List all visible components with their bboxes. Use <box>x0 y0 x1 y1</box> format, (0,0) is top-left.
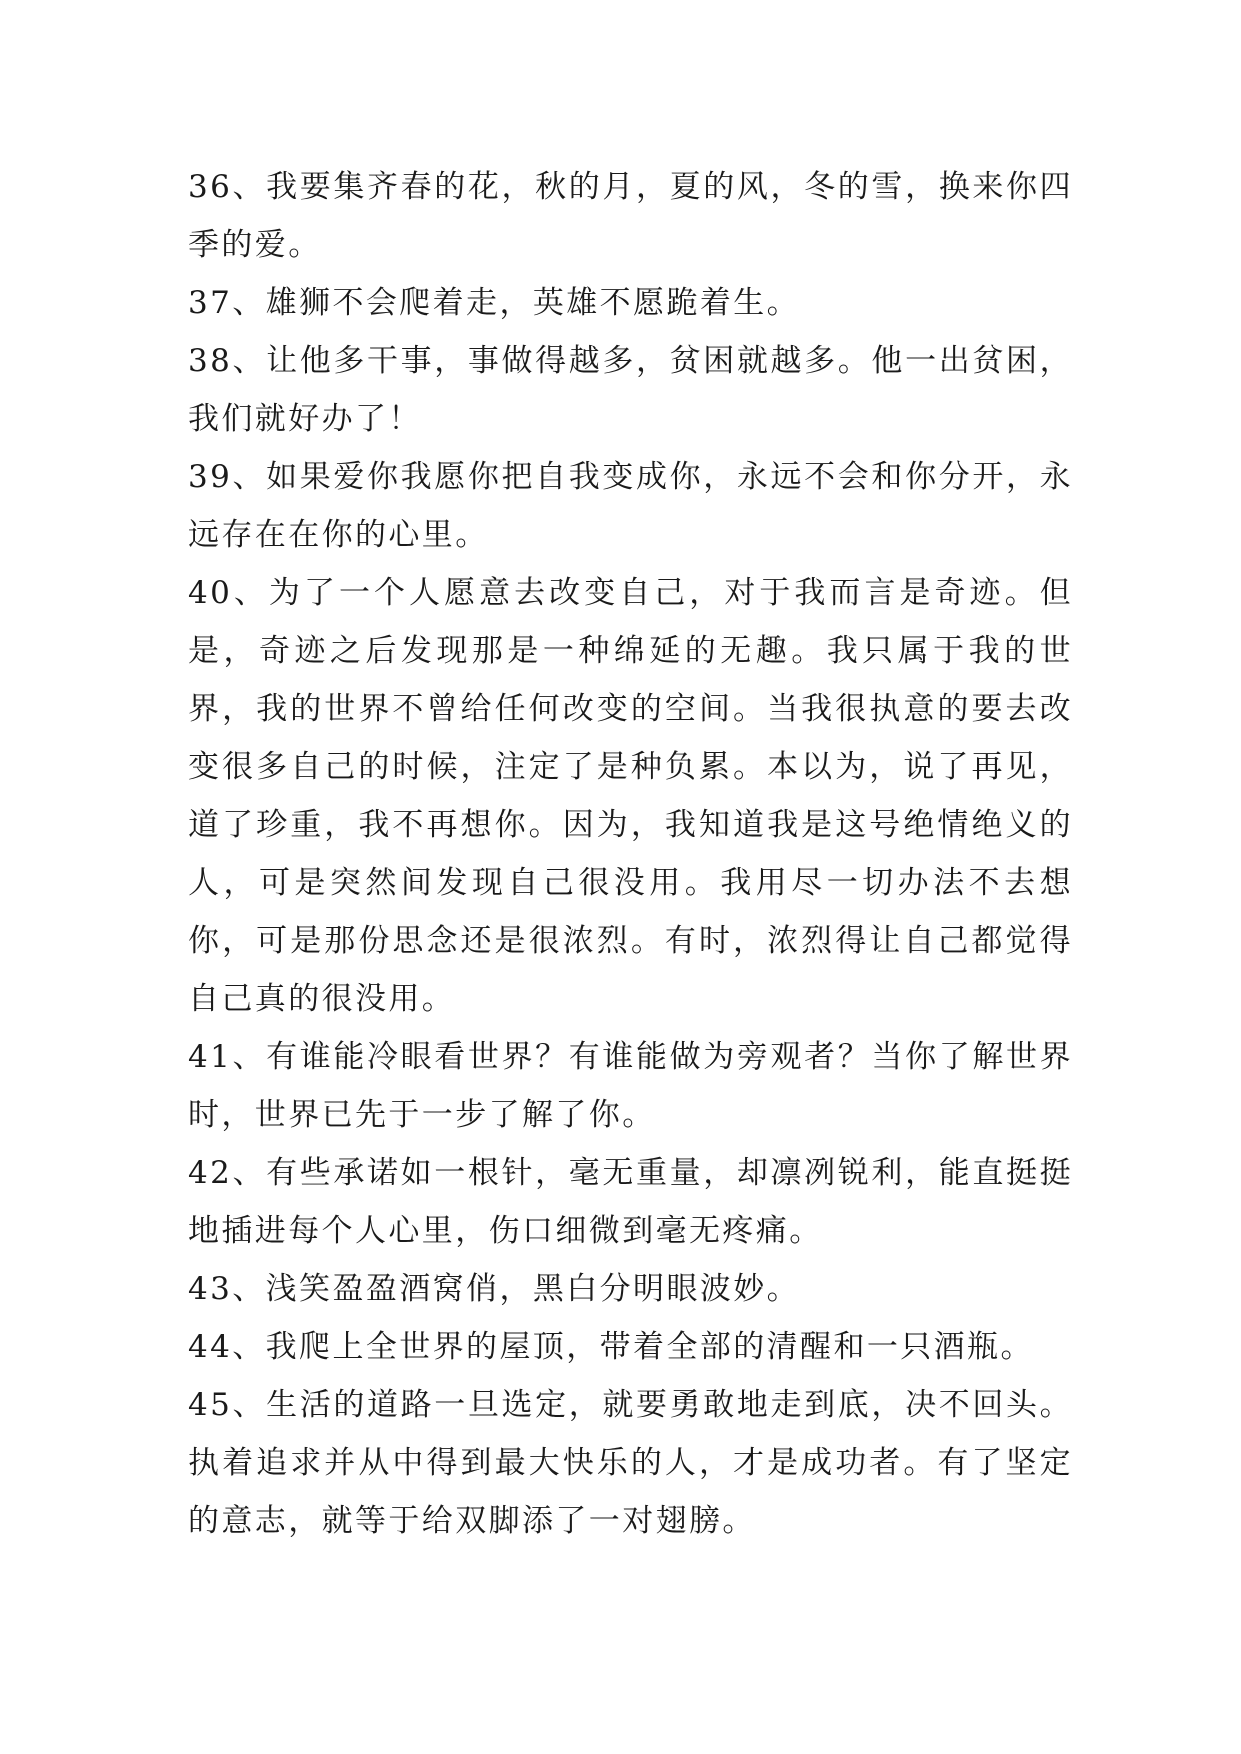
quote-entry-41 <box>188 1028 1073 1144</box>
quote-entry-38 <box>188 332 1073 448</box>
entry-text: 生活的道路一旦选定，就要勇敢地走到底，决不回头。执着追求并从中得到最大快乐的人，才是成功者。有了坚定的意志，就等于给双脚添了一对翅膀。 <box>188 1387 1073 1539</box>
quote-entry-43 <box>188 1260 1073 1318</box>
quote-entry-37 <box>188 274 1073 332</box>
entry-number: 45、 <box>188 1387 267 1423</box>
entry-number: 43、 <box>188 1271 266 1307</box>
entry-number: 39、 <box>188 459 267 495</box>
entry-text: 有些承诺如一根针，毫无重量，却凛冽锐利，能直挺挺地插进每个人心里，伤口细微到毫无疼痛。 <box>188 1155 1073 1249</box>
entry-text: 浅笑盈盈酒窝俏，黑白分明眼波妙。 <box>265 1271 801 1307</box>
entry-number: 44、 <box>188 1329 266 1365</box>
entry-text: 有谁能冷眼看世界？有谁能做为旁观者？当你了解世界时，世界已先于一步了解了你。 <box>188 1039 1073 1133</box>
quote-entry-40 <box>188 564 1073 1028</box>
entry-text: 如果爱你我愿你把自我变成你，永远不会和你分开，永远存在在你的心里。 <box>188 459 1073 553</box>
entry-number: 42、 <box>188 1155 267 1191</box>
quote-entry-36 <box>188 158 1073 274</box>
quote-entry-42 <box>188 1144 1073 1260</box>
entry-text: 让他多干事，事做得越多，贫困就越多。他一出贫困，我们就好办了！ <box>188 343 1073 437</box>
quote-entry-45 <box>188 1376 1073 1550</box>
entry-text: 为了一个人愿意去改变自己，对于我而言是奇迹。但是，奇迹之后发现那是一种绵延的无趣。我只属于我的世界，我的世界不曾给任何改变的空间。当我很执意的要去改变很多自己的时候，注定了是种负累。本以为，说了再见，道了珍重，我不再想你。因为，我知道我是这号绝情绝义的人，可是突然间发现自己很没用。我用尽一切办法不去想你，可是那份思念还是很浓烈。有时，浓烈得让自己都觉得自己真的很没用。 <box>188 575 1073 1017</box>
entry-number: 38、 <box>188 343 267 379</box>
document-page <box>188 158 1073 1550</box>
entry-number: 36、 <box>188 169 267 205</box>
entry-number: 41、 <box>188 1039 267 1075</box>
entry-number: 40、 <box>188 575 269 611</box>
quote-entry-39 <box>188 448 1073 564</box>
entry-text: 我爬上全世界的屋顶，带着全部的清醒和一只酒瓶。 <box>265 1329 1034 1365</box>
entry-number: 37、 <box>188 285 266 321</box>
entry-text: 我要集齐春的花，秋的月，夏的风，冬的雪，换来你四季的爱。 <box>188 169 1073 263</box>
quote-entry-44 <box>188 1318 1073 1376</box>
entry-text: 雄狮不会爬着走，英雄不愿跪着生。 <box>265 285 801 321</box>
